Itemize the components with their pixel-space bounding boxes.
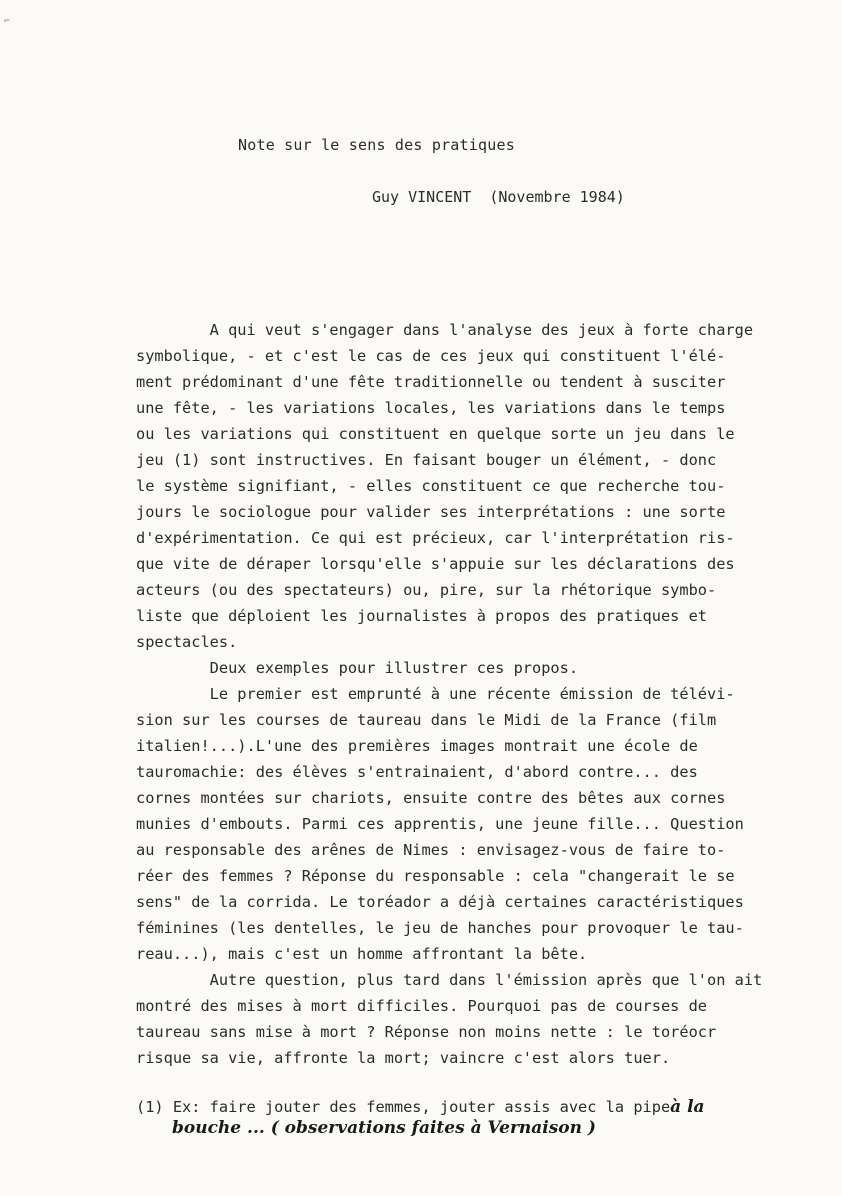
author-name: Guy VINCENT — [372, 188, 472, 206]
document-title: Note sur le sens des pratiques — [238, 136, 515, 154]
body-line: que vite de déraper lorsqu'elle s'appuie sur les déclarations des — [136, 555, 735, 573]
body-line: reau...), mais c'est un homme affrontant la bête. — [136, 945, 588, 963]
body-line: risque sa vie, affronte la mort; vaincre c'est alors tuer. — [136, 1049, 671, 1067]
body-line: acteurs (ou des spectateurs) ou, pire, sur la rhétorique symbo- — [136, 581, 717, 599]
body-line: au responsable des arênes de Nimes : envisagez-vous de faire to- — [136, 841, 726, 859]
body-line: jours le sociologue pour valider ses interprétations : une sorte — [136, 503, 726, 521]
body-line: montré des mises à mort difficiles. Pourquoi pas de courses de — [136, 997, 707, 1015]
body-line: Autre question, plus tard dans l'émission après que l'on ait — [136, 971, 763, 989]
body-line: cornes montées sur chariots, ensuite contre des bêtes aux cornes — [136, 789, 726, 807]
body-line: Le premier est emprunté à une récente émission de télévi- — [136, 685, 735, 703]
body-line: jeu (1) sont instructives. En faisant bouger un élément, - donc — [136, 451, 717, 469]
body-line: sens" de la corrida. Le toréador a déjà certaines caractéristiques — [136, 893, 744, 911]
body-line: ment prédominant d'une fête traditionnelle ou tendent à susciter — [136, 373, 726, 391]
body-line: sion sur les courses de taureau dans le Midi de la France (film — [136, 711, 717, 729]
body-line: liste que déploient les journalistes à propos des pratiques et — [136, 607, 707, 625]
body-line: Deux exemples pour illustrer ces propos. — [136, 659, 579, 677]
body-line: le système signifiant, - elles constituent ce que recherche tou- — [136, 477, 726, 495]
body-line: féminines (les dentelles, le jeu de hanches pour provoquer le tau- — [136, 919, 744, 937]
body-line: italien!...).L'une des premières images montrait une école de — [136, 737, 698, 755]
corner-mark: ⌐ — [4, 16, 11, 27]
footnote-typed: (1) Ex: faire jouter des femmes, jouter assis avec la pipe — [136, 1098, 671, 1116]
body-line: symbolique, - et c'est le cas de ces jeux qui constituent l'élé- — [136, 347, 726, 365]
body-line: d'expérimentation. Ce qui est précieux, car l'interprétation ris- — [136, 529, 735, 547]
author-date: (Novembre 1984) — [489, 188, 625, 206]
body-line: spectacles. — [136, 633, 238, 651]
body-line: tauromachie: des élèves s'entrainaient, d'abord contre... des — [136, 763, 698, 781]
body-line: munies d'embouts. Parmi ces apprentis, une jeune fille... Question — [136, 815, 744, 833]
footnote-handwritten-end: à la — [670, 1097, 705, 1117]
body-text — [136, 317, 826, 1071]
body-line: A qui veut s'engager dans l'analyse des jeux à forte charge — [136, 321, 754, 339]
body-line: ou les variations qui constituent en quelque sorte un jeu dans le — [136, 425, 735, 443]
body-line: une fête, - les variations locales, les variations dans le temps — [136, 399, 726, 417]
author-line — [372, 188, 625, 206]
body-line: taureau sans mise à mort ? Réponse non moins nette : le toréocr — [136, 1023, 717, 1041]
footnote — [136, 1094, 826, 1120]
footnote-handwritten-line: bouche ... ( observations faites à Vernaison ) — [172, 1118, 596, 1138]
body-line: réer des femmes ? Réponse du responsable : cela "changerait le se — [136, 867, 735, 885]
